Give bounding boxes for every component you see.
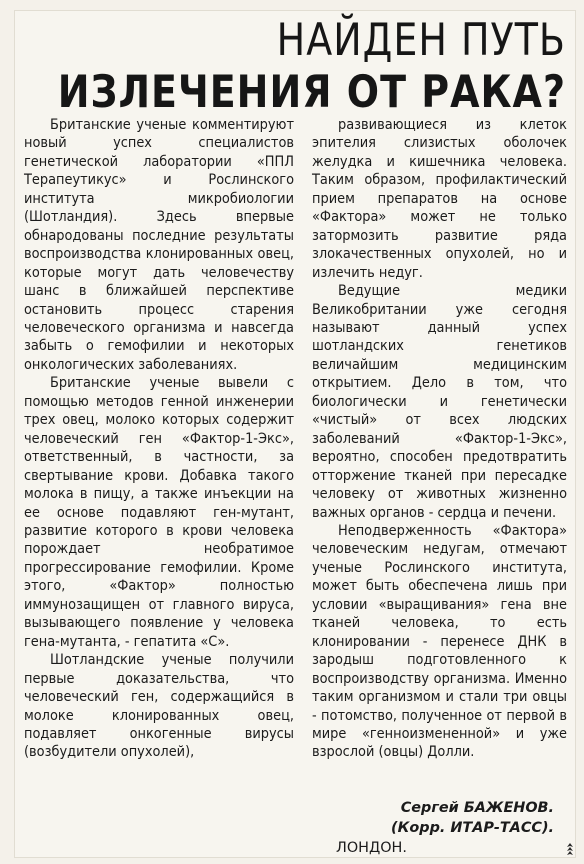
headline-line-1: НАЙДЕН ПУТЬ — [276, 13, 566, 66]
end-mark-icon — [566, 842, 574, 856]
author-name: Сергей БАЖЕНОВ. — [400, 800, 554, 816]
article-column-right — [312, 116, 567, 762]
headline — [14, 13, 566, 118]
article-paragraph: Шотландские ученые получили первые доказательства, что человеческий ген, содержащийся в молоке клонированных овец, подавляет онкогенные вирусы (возбудители опухолей), — [24, 652, 294, 761]
newspaper-clipping — [14, 10, 576, 858]
article-column-left — [24, 116, 294, 762]
article-paragraph: Неподверженность «Фактора» человеческим недугам, отмечают ученые Рослинского института, может быть обеспечена лишь при условии «выращивания» гена вне тканей человека, то есть клонировании - перенесе ДНК в зародыш подготовленного к воспроизводству организма. Именно таким организмом и стали три овцы - потомство, полученное от первой в мире «генноизмененной» и уже взрослой (овцы) Долли. — [312, 522, 567, 761]
agency-credit: (Корр. ИТАР-ТАСС). — [391, 820, 554, 837]
byline — [391, 799, 554, 838]
article-paragraph: Британские ученые комментируют новый успех специалистов генетической лаборатории «ППЛ Терапеутикус» и Рослинского института микробиологии (Шотландия). Здесь впервые обнародованы последние результаты воспроизводства клонированных овец, которые могут дать человечеству шанс в ближайшей перспективе остановить процесс старения человеческого организма и навсегда забыть о гемофилии и некоторых онкологических заболеваниях. — [24, 117, 294, 373]
article-paragraph: Ведущие медики Великобритании уже сегодня называют данный успех шотландских генетиков величайшим медицинским открытием. Дело в том, что биологически и генетически «чистый» от всех людских заболеваний «Фактор-1-Экс», вероятно, способен предотвратить отторжение тканей при пересадке человеку от животных жизненно важных органов - сердца и печени. — [312, 283, 567, 521]
article-paragraph: Британские ученые вывели с помощью методов генной инженерии трех овец, молоко которых содержит человеческий ген «Фактор-1-Экс», ответственный, в частности, за свертывание крови. Добавка такого молока в пищу, а также инъекции на ее основе подавляют ген-мутант, развитие которого в крови человека порождает необратимое прогрессирование гемофилии. Кроме этого, «Фактор» полностью иммунозащищен от главного вируса, вызывающего появление у человека гена-мутанта, - гепатита «С». — [24, 375, 294, 650]
headline-line-2: ИЗЛЕЧЕНИЯ ОТ РАКА? — [57, 65, 566, 118]
dateline: ЛОНДОН. — [336, 840, 407, 856]
article-paragraph: развивающиеся из клеток эпителия слизистых оболочек желудка и кишечника человека. Таким образом, профилактический прием препаратов на основе «Фактора» может не только затормозить развитие ряда злокачественных опухолей, но и излечить недуг. — [312, 117, 567, 281]
